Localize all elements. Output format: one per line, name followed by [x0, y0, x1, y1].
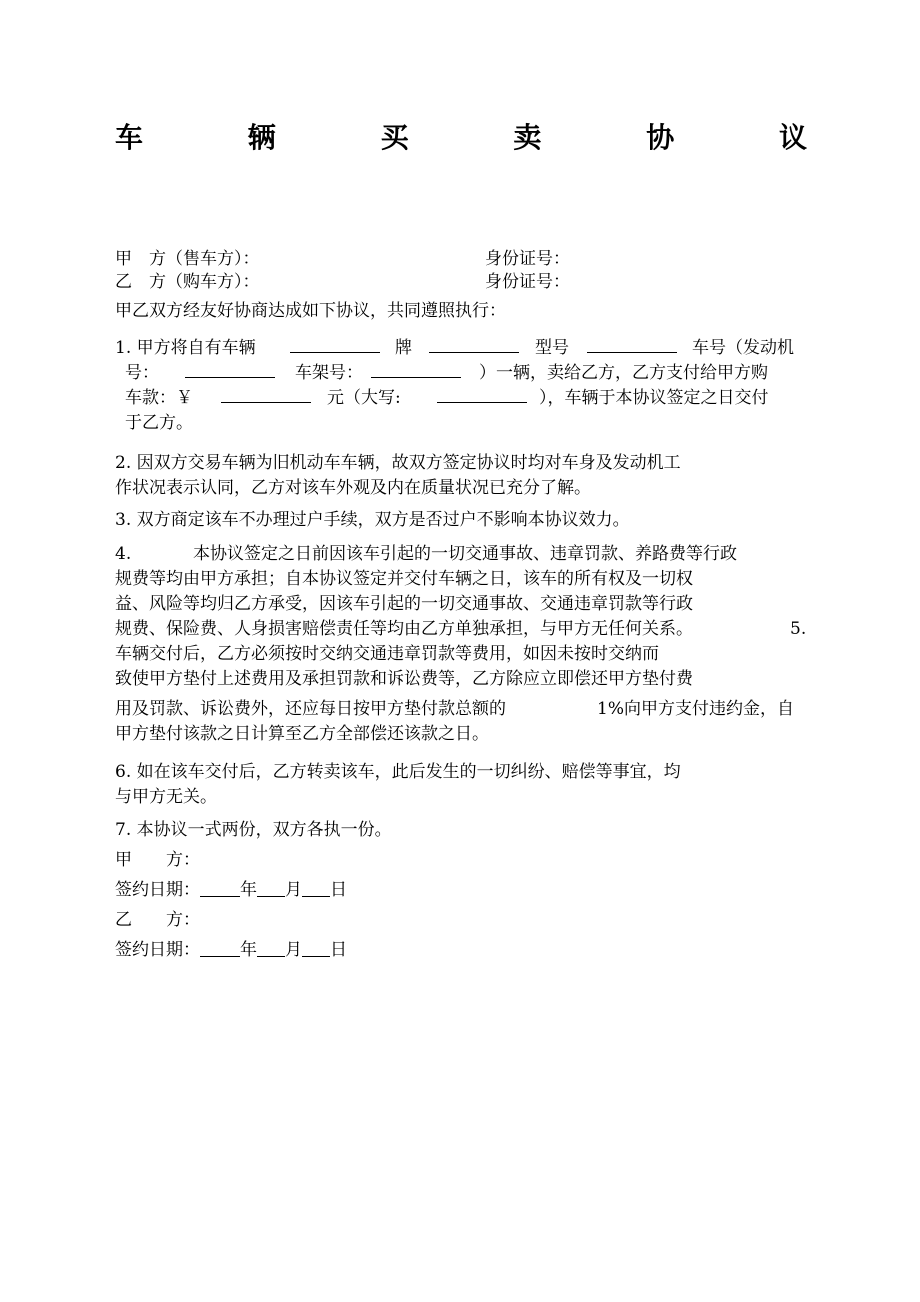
title-char: 买: [380, 121, 409, 154]
clause-1-line-1: [115, 336, 256, 360]
party-a-label: 甲 方（售车方）：: [115, 249, 260, 269]
clause-5-line-3b: 1%向甲方支付违约金，自: [597, 699, 794, 719]
clause-5-line-4: 甲方垫付该款之日计算至乙方全部偿还该款之日。: [115, 724, 489, 744]
party-b-label: 乙 方（购车方）：: [115, 272, 260, 292]
sign-party-a: 甲 方：: [115, 850, 200, 870]
clause-1-text: 1. 甲方将自有车辆: [115, 338, 256, 358]
clause-4-line-4: 规费、保险费、人身损害赔偿责任等均由乙方单独承担，与甲方无任何关系。: [115, 619, 693, 639]
month-label: 月: [285, 880, 302, 900]
clause-1-text: 型号: [535, 338, 569, 358]
sign-date-a: [115, 878, 347, 902]
clause-5-line-1: 车辆交付后，乙方必须按时交纳交通违章罚款等费用，如因未按时交纳而: [115, 644, 659, 664]
clause-6-line-2: 与甲方无关。: [115, 787, 217, 807]
frame-no-blank[interactable]: [371, 361, 461, 378]
sign-date-label: 签约日期：: [115, 880, 200, 900]
clause-5-line-3a: 用及罚款、诉讼费外，还应每日按甲方垫付款总额的: [115, 699, 506, 719]
year-blank[interactable]: [200, 880, 240, 897]
clause-1-text: 车号（发动机: [692, 338, 794, 358]
month-label: 月: [285, 940, 302, 960]
sign-date-b: [115, 938, 347, 962]
clause-4-line-3: 益、风险等均归乙方承受，因该车引起的一切交通事故、交通违章罚款等行政: [115, 594, 693, 614]
intro-text: 甲乙双方经友好协商达成如下协议，共同遵照执行：: [115, 301, 506, 321]
month-blank[interactable]: [257, 940, 285, 957]
clause-1-text: 车款：￥: [125, 388, 193, 408]
month-blank[interactable]: [257, 880, 285, 897]
year-label: 年: [240, 940, 257, 960]
clause-1-text: 于乙方。: [125, 413, 193, 433]
clause-5-number: 5.: [790, 619, 807, 639]
clause-1-text: ），车辆于本协议签定之日交付: [539, 388, 769, 408]
price-words-blank[interactable]: [437, 386, 527, 403]
engine-no-blank[interactable]: [185, 361, 275, 378]
title-char: 议: [778, 121, 807, 154]
clause-4-line-1: 本协议签定之日前因该车引起的一切交通事故、违章罚款、养路费等行政: [193, 544, 737, 564]
party-b-id-label: 身份证号：: [485, 272, 570, 292]
clause-1-text: 元（大写:: [327, 388, 401, 408]
clause-1-text: 车架号：: [295, 363, 363, 383]
sign-date-label: 签约日期：: [115, 940, 200, 960]
year-label: 年: [240, 880, 257, 900]
clause-3: 3. 双方商定该车不办理过户手续，双方是否过户不影响本协议效力。: [115, 510, 630, 530]
clause-1-text: ）一辆，卖给乙方，乙方支付给甲方购: [479, 363, 768, 383]
sign-party-b: 乙 方：: [115, 910, 200, 930]
clause-1-text: 号：: [125, 363, 159, 383]
brand-blank[interactable]: [429, 336, 519, 353]
clause-2-line-2: 作状况表示认同，乙方对该车外观及内在质量状况已充分了解。: [115, 478, 591, 498]
title-char: 协: [646, 121, 675, 154]
clause-2-line-1: 2. 因双方交易车辆为旧机动车车辆，故双方签定协议时均对车身及发动机工: [115, 453, 681, 473]
day-blank[interactable]: [302, 880, 330, 897]
day-blank[interactable]: [302, 940, 330, 957]
price-blank[interactable]: [221, 386, 311, 403]
clause-1-text: 牌: [395, 338, 412, 358]
document-title: [115, 120, 807, 156]
title-char: 车: [115, 121, 144, 154]
title-char: 卖: [513, 121, 542, 154]
clause-6-line-1: 6. 如在该车交付后，乙方转卖该车，此后发生的一切纠纷、赔偿等事宜，均: [115, 762, 681, 782]
clause-4-line-2: 规费等均由甲方承担；自本协议签定并交付车辆之日，该车的所有权及一切权: [115, 569, 693, 589]
year-blank[interactable]: [200, 940, 240, 957]
clause-5-line-2: 致使甲方垫付上述费用及承担罚款和诉讼费等，乙方除应立即偿还甲方垫付费: [115, 669, 693, 689]
model-blank[interactable]: [587, 336, 677, 353]
title-char: 辆: [247, 121, 276, 154]
clause-4-number: 4.: [115, 544, 132, 564]
day-label: 日: [330, 880, 347, 900]
plate-blank[interactable]: [290, 336, 380, 353]
party-a-id-label: 身份证号：: [485, 249, 570, 269]
clause-7: 7. 本协议一式两份，双方各执一份。: [115, 820, 392, 840]
day-label: 日: [330, 940, 347, 960]
